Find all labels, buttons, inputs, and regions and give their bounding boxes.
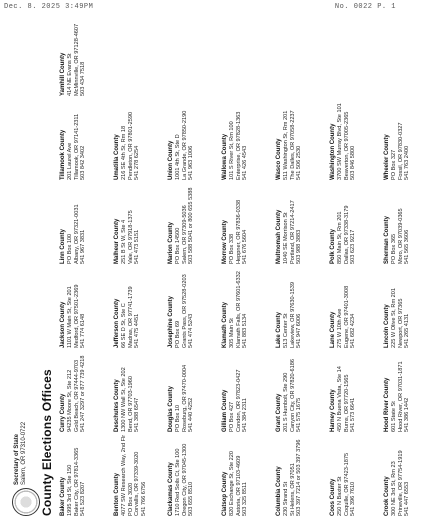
county-address-line: 225 W Olive St, Rm 201 bbox=[390, 288, 397, 348]
county-address-line: Klamath Falls, OR 97601-6332 bbox=[235, 271, 242, 348]
county-name: Umatilla County bbox=[114, 134, 120, 180]
county-address-line: 601 State St bbox=[390, 401, 397, 432]
county-address-line: PO Box 14500 bbox=[174, 227, 181, 264]
county-address-line: Astoria, OR 97103-4609 bbox=[235, 455, 242, 516]
county-name: Washington County bbox=[330, 123, 336, 180]
county-entry bbox=[114, 98, 168, 180]
county-directory bbox=[60, 16, 411, 516]
county-address-line: 216 SE 4th St, Rm 18 bbox=[120, 125, 127, 180]
county-name: Clatsop County bbox=[222, 471, 228, 516]
county-address-line: 1710 Red Soils Ct, Ste 100 bbox=[174, 448, 181, 516]
county-address-line: 66 SE D St, Ste C bbox=[120, 303, 127, 348]
county-address-line: Enterprise, OR 97828-1363 bbox=[235, 111, 242, 180]
county-name: Lane County bbox=[330, 311, 336, 348]
county-entry bbox=[384, 182, 438, 264]
county-address-line: 850 Main St, Rm 201 bbox=[336, 211, 343, 264]
county-address-line: 541 384 2311 bbox=[242, 398, 249, 432]
county-address-line: 503 325 8511 bbox=[242, 482, 249, 516]
county-name: Wheeler County bbox=[384, 134, 390, 180]
county-address-line: PO Box 427 bbox=[228, 401, 235, 432]
county-name: Union County bbox=[168, 140, 174, 180]
county-entry bbox=[276, 266, 330, 348]
county-address-line: St Helens, OR 97051 bbox=[289, 463, 296, 516]
county-address-line: 503 434 7518 bbox=[80, 61, 87, 96]
county-address-line: 300 NE 3rd St, Rm 23 bbox=[390, 461, 397, 516]
county-name: Curry County bbox=[60, 393, 66, 432]
county-address-line: PO Box 327 bbox=[390, 149, 397, 180]
county-entry bbox=[276, 350, 330, 432]
county-address-line: 541 447 6553 bbox=[404, 481, 411, 516]
county-address-line: Tillamook, OR 97141-2311 bbox=[73, 113, 80, 180]
county-address-line: Dallas, OR 97338-3179 bbox=[343, 205, 350, 264]
county-address-line: 1995 3rd St, Ste 150 bbox=[66, 464, 73, 516]
county-address-line: 541 247 3297 or 877 739 4218 bbox=[80, 355, 87, 432]
county-address-line: PO Box 69 bbox=[174, 320, 181, 348]
directory-column bbox=[60, 182, 438, 264]
county-address-line: 541 883 5134 bbox=[242, 313, 249, 348]
county-address-line: Canyon City, OR 97820-6186 bbox=[289, 359, 296, 432]
county-address-line: 503 988 3883 bbox=[296, 229, 303, 264]
county-address-line: 513 Center St bbox=[282, 313, 289, 348]
county-name: Benton County bbox=[114, 473, 120, 516]
county-entry bbox=[114, 434, 168, 516]
county-address-line: 541 426 4543 bbox=[242, 145, 249, 180]
county-address-line: Gold Beach, OR 97444-9703 bbox=[73, 359, 80, 432]
county-entry bbox=[276, 98, 330, 180]
directory-column bbox=[60, 434, 438, 516]
county-entry bbox=[276, 434, 330, 516]
county-name: Lake County bbox=[276, 311, 282, 348]
county-entry bbox=[276, 182, 330, 264]
county-address-line: 541 947 6006 bbox=[296, 313, 303, 348]
county-address-line: 450 N Buena Vista, Ste 14 bbox=[336, 366, 343, 432]
county-name: Jackson County bbox=[60, 301, 66, 348]
county-address-line: 414 NE Evans St bbox=[66, 53, 73, 96]
county-entry bbox=[168, 182, 222, 264]
county-address-line: La Grande, OR 97850-2190 bbox=[181, 110, 188, 180]
county-address-line: 201 Laurel Ave bbox=[66, 142, 73, 180]
county-name: Hood River County bbox=[384, 377, 390, 432]
county-address-line: Corvallis, OR 97339-3020 bbox=[134, 451, 141, 516]
county-entry bbox=[60, 266, 114, 348]
county-name: Douglas County bbox=[168, 386, 174, 432]
county-entry bbox=[168, 350, 222, 432]
county-address-line: Fossil, OR 97830-0327 bbox=[397, 122, 404, 180]
county-name: Polk County bbox=[330, 228, 336, 264]
county-name: Clackamas County bbox=[168, 462, 174, 516]
county-name: Lincoln County bbox=[384, 304, 390, 348]
county-name: Wasco County bbox=[276, 138, 282, 180]
county-entry bbox=[168, 98, 222, 180]
county-entry bbox=[222, 350, 276, 432]
county-address-line: Moro, OR 97039-0365 bbox=[397, 208, 404, 264]
county-entry bbox=[60, 350, 114, 432]
county-address-line: Albany, OR 97321-0031 bbox=[73, 204, 80, 264]
county-name: Marion County bbox=[168, 222, 174, 264]
county-address-line: Hood River, OR 97031-1871 bbox=[397, 361, 404, 432]
county-address-line: 101 S River St, Rm 100 bbox=[228, 121, 235, 180]
county-address-line: 1101 W Main St, Ste 201 bbox=[66, 286, 73, 348]
county-address-line: The Dalles, OR 97058-2237 bbox=[289, 110, 296, 180]
county-address-line: 251 B St W, Ste 4 bbox=[120, 219, 127, 264]
county-address-line: 1300 NW Wall St, Ste 202 bbox=[120, 367, 127, 432]
county-address-line: 541 473 5151 bbox=[134, 229, 141, 264]
county-name: Coos County bbox=[330, 478, 336, 516]
county-entry bbox=[222, 434, 276, 516]
county-entry bbox=[222, 98, 276, 180]
county-address-line: Salem, OR 97309-5036 bbox=[181, 205, 188, 264]
county-address-line: Newport, OR 97365 bbox=[397, 298, 404, 348]
county-address-line: PO Box 365 bbox=[390, 233, 397, 264]
county-entry bbox=[330, 266, 384, 348]
county-address-line: 541 440 4252 bbox=[188, 397, 195, 432]
county-address-line: 305 Main St bbox=[228, 318, 235, 348]
county-address-line: 94235 Moore St, Ste 212 bbox=[66, 369, 73, 432]
county-address-line: 503 397 7214 or 503 397 3796 bbox=[296, 439, 303, 516]
county-name: Columbia County bbox=[276, 466, 282, 516]
county-name: Grant County bbox=[276, 393, 282, 432]
county-entry bbox=[222, 266, 276, 348]
rotated-document-page bbox=[10, 16, 411, 516]
county-name: Harney County bbox=[330, 389, 336, 432]
county-address-line: Roseburg, OR 97470-0004 bbox=[181, 364, 188, 432]
county-address-line: 541 474 5243 bbox=[188, 313, 195, 348]
county-entry bbox=[384, 350, 438, 432]
county-entry bbox=[60, 434, 114, 516]
county-name: Malheur County bbox=[114, 218, 120, 264]
county-address-line: 541 386 1442 bbox=[404, 397, 411, 432]
county-address-line: 503 588 5041 or 800 655 5388 bbox=[188, 187, 195, 264]
county-name: Gilliam County bbox=[222, 389, 228, 432]
directory-column bbox=[60, 98, 438, 180]
county-name: Multnomah County bbox=[276, 209, 282, 264]
county-address-line: 511 Washington St, Rm 201 bbox=[282, 110, 289, 180]
county-address-line: Heppner, OR 97836-0338 bbox=[235, 199, 242, 264]
directory-column bbox=[60, 350, 438, 432]
fax-timestamp: Dec. 8. 2025 3:49PM bbox=[4, 3, 94, 11]
directory-column bbox=[60, 14, 114, 96]
county-address-line: 541 676 5604 bbox=[242, 229, 249, 264]
county-address-line: Condon, OR 97823-0427 bbox=[235, 369, 242, 432]
county-entry bbox=[168, 434, 222, 516]
county-name: Deschutes County bbox=[114, 379, 120, 432]
county-entry bbox=[114, 266, 168, 348]
county-address-line: 541 774 6148 bbox=[80, 313, 87, 348]
county-name: Yamhill County bbox=[60, 52, 66, 96]
county-address-line: 820 Exchange St, Ste 220 bbox=[228, 451, 235, 516]
county-address-line: 541 682 4234 bbox=[350, 313, 357, 348]
county-name: Josephine County bbox=[168, 295, 174, 348]
county-entry bbox=[60, 98, 114, 180]
county-address-line: 503 655 8510 bbox=[188, 481, 195, 516]
county-address-line: Beaverton, OR 97005-2365 bbox=[343, 111, 350, 180]
issuing-office bbox=[14, 422, 28, 485]
county-entry bbox=[222, 182, 276, 264]
county-address-line: 503 623 9217 bbox=[350, 229, 357, 264]
county-entry bbox=[384, 266, 438, 348]
county-address-line: Baker City, OR 97814-3365 bbox=[73, 447, 80, 516]
county-address-line: Grants Pass, OR 97528-0203 bbox=[181, 274, 188, 348]
county-address-line: 541 523 8207 bbox=[80, 481, 87, 516]
county-address-line: 541 963 1006 bbox=[188, 145, 195, 180]
county-address-line: 4077 SW Research Way, 2nd Flr bbox=[120, 434, 127, 516]
county-address-line: Vale, OR 97918-1375 bbox=[127, 210, 134, 264]
issuing-office-address: Salem, OR 97310-0722 bbox=[21, 421, 27, 485]
county-entry bbox=[60, 14, 114, 96]
county-address-line: 541 763 2400 bbox=[404, 145, 411, 180]
county-entry bbox=[114, 182, 168, 264]
county-name: Tillamook County bbox=[60, 129, 66, 180]
fax-header bbox=[0, 0, 400, 14]
county-address-line: 541 575 1675 bbox=[296, 397, 303, 432]
county-address-line: Lakeview, OR 97630-1539 bbox=[289, 282, 296, 348]
county-address-line: 541 565 3606 bbox=[404, 229, 411, 264]
county-address-line: 541 388 6547 bbox=[134, 397, 141, 432]
county-name: Klamath County bbox=[222, 301, 228, 348]
county-address-line: PO Box 338 bbox=[228, 233, 235, 264]
county-entry bbox=[114, 350, 168, 432]
county-entry bbox=[330, 434, 384, 516]
county-name: Wallowa County bbox=[222, 133, 228, 180]
county-address-line: 201 S Humbolt, Ste 290 bbox=[282, 372, 289, 432]
county-address-line: Coquille, OR 97423-1875 bbox=[343, 452, 350, 516]
county-name: Crook County bbox=[384, 476, 390, 516]
county-address-line: 1040 SE Morrison St bbox=[282, 212, 289, 264]
county-address-line: McMinnville, OR 97128-4607 bbox=[73, 23, 80, 96]
county-address-line: 541 278 6254 bbox=[134, 145, 141, 180]
county-address-line: Prineville, OR 97754-1919 bbox=[397, 450, 404, 516]
county-address-line: 1001 4th St, Ste D bbox=[174, 134, 181, 180]
county-entry bbox=[330, 350, 384, 432]
county-address-line: PO Box 100 bbox=[66, 233, 73, 264]
county-address-line: 250 N Baxter St bbox=[336, 476, 343, 516]
fax-page-number: No. 0022 P. 1 bbox=[334, 3, 396, 11]
county-entry bbox=[330, 182, 384, 264]
county-address-line: Pendleton, OR 97801-2590 bbox=[127, 111, 134, 180]
county-address-line: Burns, OR 97720-1565 bbox=[343, 374, 350, 432]
county-address-line: Portland, OR 97214-2417 bbox=[289, 200, 296, 264]
document-header bbox=[10, 16, 54, 516]
county-address-line: Bend, OR 97703-1960 bbox=[127, 376, 134, 432]
county-address-line: Madras, OR 97741-1739 bbox=[127, 286, 134, 348]
county-address-line: PO Box 10 bbox=[174, 404, 181, 432]
county-address-line: Oregon City, OR 97045-1300 bbox=[181, 443, 188, 516]
county-address-line: 503 842 3402 bbox=[80, 145, 87, 180]
county-entry bbox=[168, 266, 222, 348]
county-name: Linn County bbox=[60, 229, 66, 264]
county-address-line: Medford, OR 97501-2369 bbox=[73, 284, 80, 348]
page-title: County Elections Offices bbox=[40, 369, 54, 516]
county-address-line: 275 W 10th Ave bbox=[336, 308, 343, 348]
county-address-line: 541 573 6641 bbox=[350, 397, 357, 432]
issuing-office-name: Secretary of State bbox=[14, 433, 20, 485]
county-address-line: 503 846 5800 bbox=[350, 145, 357, 180]
county-entry bbox=[60, 182, 114, 264]
county-address-line: 541 396 7610 bbox=[350, 481, 357, 516]
county-name: Morrow County bbox=[222, 220, 228, 264]
state-seal-icon bbox=[12, 488, 40, 516]
county-address-line: 541 766 6756 bbox=[141, 481, 148, 516]
directory-column bbox=[60, 266, 438, 348]
county-address-line: PO Box 3020 bbox=[127, 482, 134, 516]
county-address-line: 541 506 2530 bbox=[296, 145, 303, 180]
county-entry bbox=[384, 98, 438, 180]
county-entry bbox=[330, 98, 384, 180]
county-address-line: 230 Strand St bbox=[282, 481, 289, 516]
county-address-line: 541 967 3831 bbox=[80, 229, 87, 264]
county-address-line: 3700 SW Murray Blvd, Ste 101 bbox=[336, 103, 343, 180]
county-entry bbox=[384, 434, 438, 516]
county-address-line: 541 475 4451 bbox=[134, 313, 141, 348]
county-address-line: 541 265 4131 bbox=[404, 313, 411, 348]
county-name: Sherman County bbox=[384, 215, 390, 264]
county-name: Jefferson County bbox=[114, 298, 120, 348]
county-address-line: Eugene, OR 97401-3008 bbox=[343, 285, 350, 348]
county-name: Baker County bbox=[60, 476, 66, 516]
